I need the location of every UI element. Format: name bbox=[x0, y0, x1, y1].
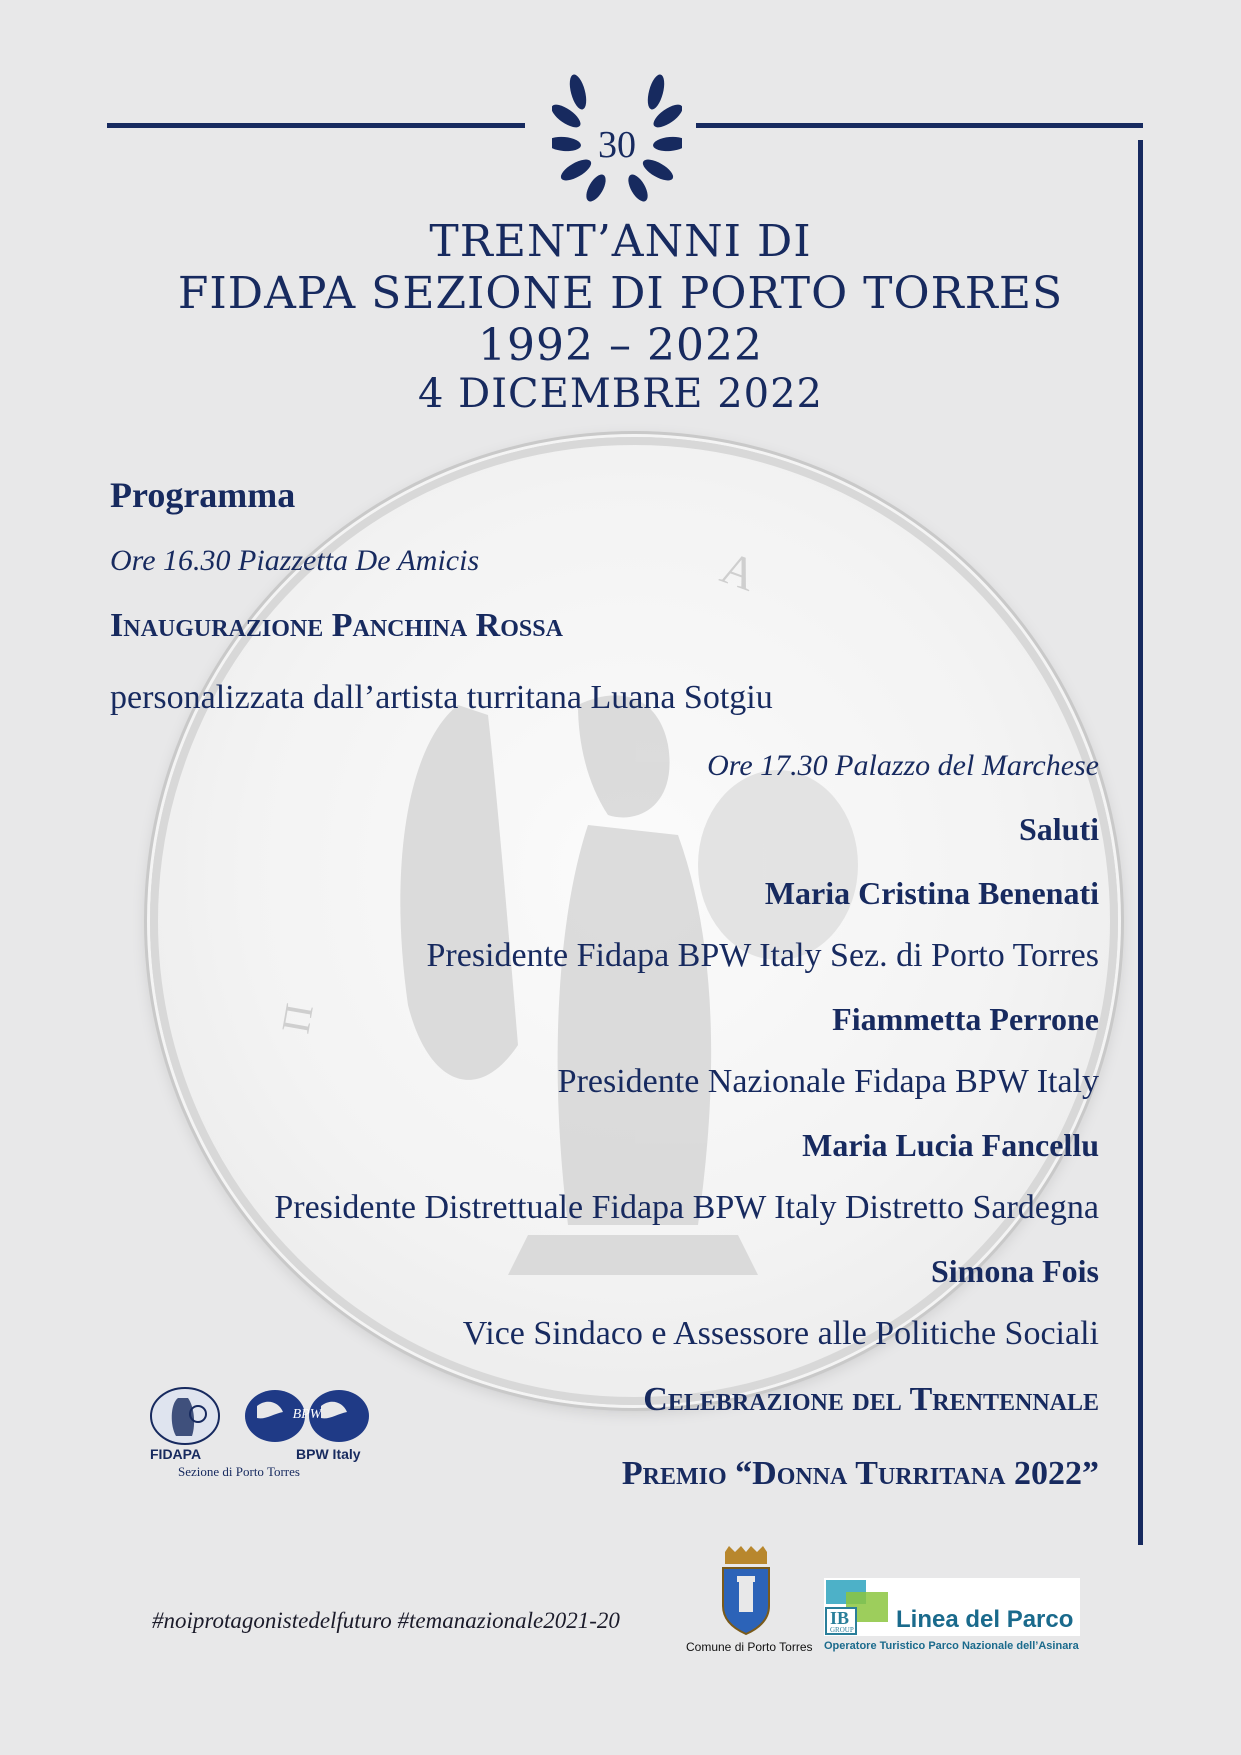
award-title: Premio “Donna Turritana 2022” bbox=[621, 1455, 1099, 1492]
event-1-title: Inaugurazione Panchina Rossa bbox=[110, 607, 563, 644]
speaker-name: Maria Cristina Benenati bbox=[764, 875, 1099, 911]
programme-heading: Programma bbox=[110, 475, 296, 515]
svg-text:Π: Π bbox=[272, 1000, 322, 1037]
speaker-role: Presidente Nazionale Fidapa BPW Italy bbox=[557, 1063, 1099, 1100]
hashtags: #noiprotagonistedelfuturo #temanazionale2021-20 bbox=[152, 1608, 620, 1633]
emblem-number: 30 bbox=[598, 124, 636, 166]
sezione-label: Sezione di Porto Torres bbox=[178, 1464, 300, 1479]
ib-label: IB bbox=[830, 1608, 850, 1628]
linea-del-parco-logo bbox=[824, 1578, 1080, 1636]
comune-label: Comune di Porto Torres bbox=[686, 1640, 813, 1654]
title-line-1: TRENT’ANNI DI bbox=[429, 216, 812, 267]
linea-del-parco-name: Linea del Parco bbox=[896, 1606, 1074, 1633]
speaker-role: Presidente Fidapa BPW Italy Sez. di Porto Torres bbox=[426, 937, 1099, 974]
title-line-3: 1992 – 2022 bbox=[478, 320, 763, 371]
title-line-2: FIDAPA SEZIONE DI PORTO TORRES bbox=[177, 268, 1064, 319]
speaker-name: Simona Fois bbox=[930, 1253, 1099, 1289]
laurel-30-emblem bbox=[552, 72, 682, 207]
fidapa-label: FIDAPA bbox=[150, 1446, 202, 1462]
fidapa-logo bbox=[148, 1386, 222, 1446]
celebration-title: Celebrazione del Trentennale bbox=[643, 1381, 1099, 1418]
speaker-role: Presidente Distrettuale Fidapa BPW Italy Distretto Sardegna bbox=[274, 1189, 1099, 1226]
bpw-inner-label: BPW bbox=[292, 1407, 322, 1422]
speaker-name: Maria Lucia Fancellu bbox=[802, 1127, 1099, 1163]
comune-crest bbox=[715, 1546, 777, 1636]
speaker-name: Fiammetta Perrone bbox=[832, 1001, 1099, 1037]
top-rule-left bbox=[107, 123, 525, 128]
saluti-heading: Saluti bbox=[1018, 811, 1099, 847]
time-slot-2: Ore 17.30 Palazzo del Marchese bbox=[707, 749, 1099, 782]
speaker-role: Vice Sindaco e Assessore alle Politiche Sociali bbox=[462, 1315, 1099, 1352]
linea-subtitle: Operatore Turistico Parco Nazionale dell’Asinara bbox=[824, 1640, 1079, 1652]
event-1-description: personalizzata dall’artista turritana Luana Sotgiu bbox=[110, 679, 773, 716]
top-rule-right bbox=[696, 123, 1143, 128]
bpw-label: BPW Italy bbox=[296, 1446, 361, 1462]
ib-group-label: GROUP bbox=[830, 1626, 854, 1634]
bpw-logo bbox=[243, 1388, 371, 1444]
svg-text:Α: Α bbox=[714, 541, 764, 601]
event-date: 4 DICEMBRE 2022 bbox=[417, 371, 824, 417]
time-slot-1: Ore 16.30 Piazzetta De Amicis bbox=[110, 544, 480, 577]
